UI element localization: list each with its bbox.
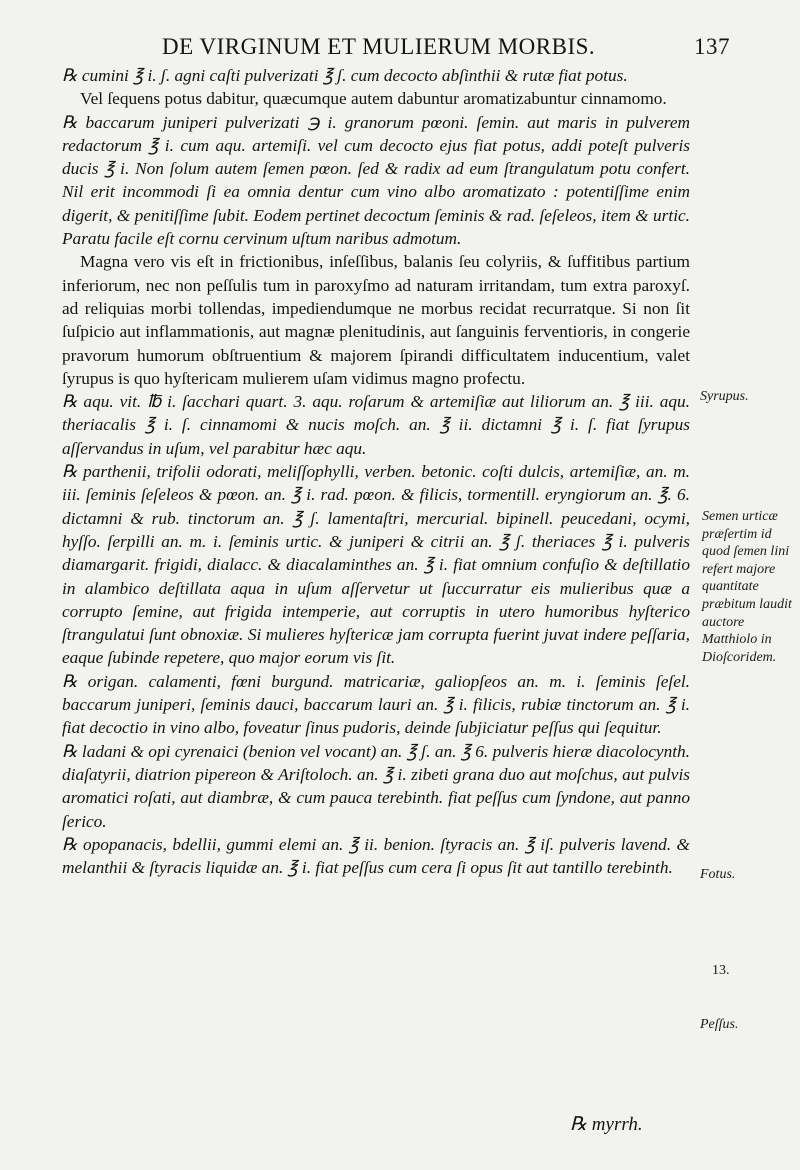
paragraph-recipe-origan: ℞ origan. calamenti, fœni burgund. matricariæ, galiopſeos an. m. i. ſeminis ſeſel. baccarum juniperi, ſeminis dauci, baccarum lauri an. ℥ i. filicis, rubiæ tinctorum an. ℥ i. fiat decoctio in vino albo, foveatur ſinus pudoris, deinde ſubjiciatur peſſus qui ſequitur.	[62, 671, 690, 738]
margin-note-fotus: Fotus.	[700, 867, 736, 882]
catchword: ℞ myrrh.	[570, 1114, 643, 1135]
paragraph-recipe-opopanacis: ℞ opopanacis, bdellii, gummi elemi an. ℥ ii. benion. ſtyracis an. ℥ iſ. pulveris lavend. & melanthii & ſtyracis liquidæ an. ℥ i. fiat peſſus cum cera ſi opus ſit aut tantillo terebinth.	[62, 834, 690, 878]
margin-note-semen: Semen urticæ præſertim id quod ſemen lini refert majore quantitate præbitum laudit auctore Matthiolo in Dioſcoridem.	[702, 509, 792, 665]
margin-note-number: 13.	[712, 963, 730, 978]
page-title: DE VIRGINUM ET MULIERUM MORBIS.	[162, 34, 596, 59]
paragraph-recipe-syrupus: ℞ aqu. vit. ℔ i. ſacchari quart. 3. aqu. roſarum & artemiſiæ aut liliorum an. ℥ iii. aqu. theriacalis ℥ i. ſ. cinnamomi & nucis moſch. an. ℥ ii. dictamni ℥ i. ſ. fiat ſyrupus aſſervandus in uſum, vel parabitur hæc aqu.	[62, 392, 690, 458]
paragraph-recipe-ladani: ℞ ladani & opi cyrenaici (benion vel vocant) an. ℥ ʃ. an. ℥ 6. pulveris hieræ diacolocynth. diaſatyrii, diatrion pipereon & Ariſtoloch. an. ℥ i. zibeti grana duo aut moſchus, aut pulvis aromatici roſati, aut diambræ, & cum pauca terebinth. fiat peſſus cum ſyndone, aut panno ſerico.	[62, 741, 690, 831]
margin-note-syrupus: Syrupus.	[700, 389, 749, 404]
paragraph-recipe-baccarum: ℞ baccarum juniperi pulverizati ℈ i. granorum pœoni. ſemin. aut maris in pulverem redactorum ℥ i. cum aqu. artemiſi. vel cum decocto ejus fiat potus, addi poteſt pulveris ducis ℥ i. Non ſolum autem ſemen pœon. ſed & radix ad eum ſtrangulatum potu confert. Nil erit incommodi ſi ea omnia dentur cum vino albo aromatizato : potentiſſime enim digerit, & penitiſſime ſubit. Eodem pertinet decoctum ſeminis & rad. ſeſeleos, item & urtic. Paratu facile eſt cornu cervinum uſtum naribus admotum.	[62, 112, 690, 249]
paragraph-recipe-cumini: ℞ cumini ℥ i. ʃ. agni caſti pulverizati ℥ ʃ. cum decocto abſinthii & rutæ fiat potus.	[62, 66, 628, 85]
paragraph-potus: Vel ſequens potus dabitur, quæcumque autem dabuntur aromatizabuntur cinnamomo.	[80, 89, 667, 109]
page-number: 137	[694, 34, 730, 59]
paragraph-recipe-parthenii: ℞ parthenii, trifolii odorati, meliſſophylli, verben. betonic. coſti dulcis, artemiſiæ, an. m. iii. ſeminis ſeſeleos & pœon. an. ℥ i. rad. pœon. & filicis, tormentill. eryngiorum an. ℥. 6. dictamni & rub. tinctorum an. ℥ ʃ. lamentaſtri, mercurial. bipinell. peucedani, ocymi, hyſſo. ſerpilli an. m. i. ſeminis urtic. & juniperi & citrii an. ℥ ʃ. theriaces ℥ i. pulveris diamargarit. frigidi, dialacc. & diacalaminthes an. ℥ i. fiat omnium confuſio & deſtillatio in alambico deſtillata aqua in uſum aſſervetur ut ſuccurratur eis mulieribus quæ a corrupto ſemine, aut frigida intemperie, aut corruptis in utero humoribus hyſterico ſtrangulatui ſunt obnoxiæ. Si mulieres hyſtericæ jam corrupta fuerint juvat indere peſſaria, eaque ſubinde repetere, quo major eorum vis ſit.	[62, 462, 690, 668]
paragraph-magna-vero: Magna vero vis eſt in frictionibus, inſeſſibus, balanis ſeu colyriis, & ſuffitibus partium inferiorum, nec non peſſulis tum in paroxyſmo ad naturam irritandam, tum extra paroxyſ. ad reliquias morbi tollendas, impediendumque ne morbus recidat recurratque. Si non ſit ſuſpicio aut inflammationis, aut magnæ plenitudinis, aut ſanguinis ferventioris, in congerie pravorum humorum obſtruentium & majorem ſpirandi difficultatem inducentium, valet ſyrupus is quo hyſtericam mulierem uſam vidimus magno profectu.	[62, 252, 690, 388]
main-text	[62, 64, 690, 879]
margin-note-pessus: Peſſus.	[700, 1017, 739, 1032]
